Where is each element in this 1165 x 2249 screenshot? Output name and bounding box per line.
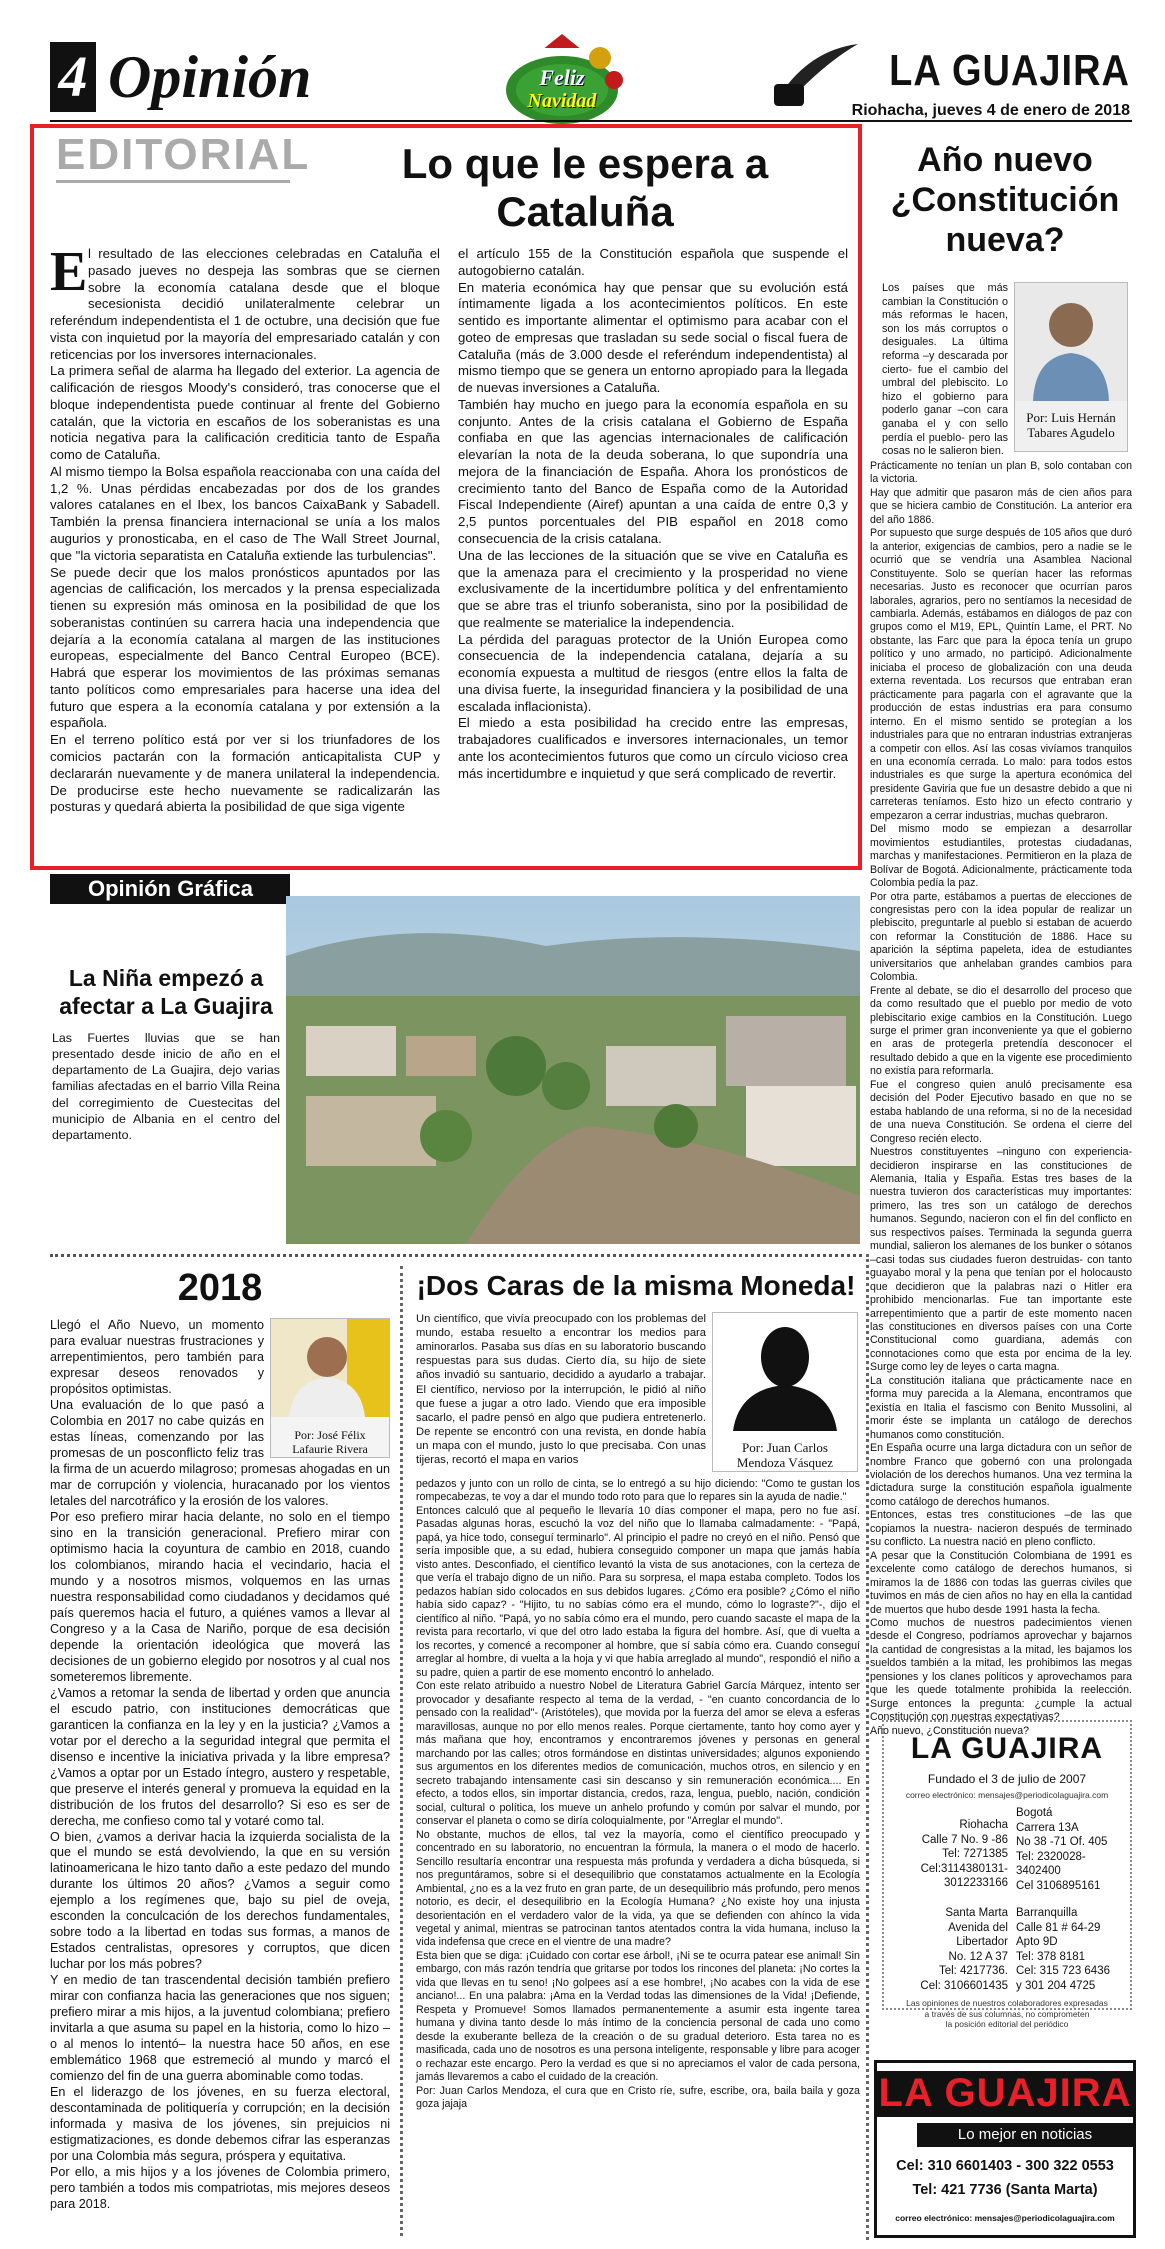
- contact-line: Cel:3114380131-: [920, 1862, 1008, 1875]
- author-photo-mendoza: [712, 1312, 858, 1472]
- caras-intro: Un científico, que vivía preocupado con los problemas del mundo, estaba resuelto a encontrar los medios para aminorarlos. Pasaba sus días en su laboratorio buscando respuestas para sus dudas. Cierto día, su hijo de siete años invadió su santuario, decidido a ayudarlo a trabajar. El científico, nervioso por la interrupción, le pidió al niño que fuese a jugar a otro lado. Viendo que era imposible sacarlo, el padre pensó en algo que pudiera entretenerlo. De repente se encontró con una revista, en donde había un mapa con el mundo, justo lo que precisaba. Con unas tijeras, recortó el mapa en varios: [416, 1313, 706, 1467]
- paper-name: LA GUAJIRA: [889, 46, 1130, 96]
- editorial-label: EDITORIAL: [56, 130, 311, 179]
- col2018-paragraph: O bien, ¿vamos a derivar hacia la izquierda socialista de la que el mundo se está devolviendo, la que en su versión latinoamericana le hizo tanto daño a este pedazo del mundo durante los últimos 20 años? ¿Vamos a seguir como ejemplo a los regímenes que, bajo su piel de oveja, esconden la conculcación de los derechos fundamentales, sobre todo a la libertad en todas sus formas, a manos de Estados centralistas, opresores y corruptos, que dicen luchar por los más pobres?: [50, 1829, 390, 1972]
- contact-paper-name: LA GUAJIRA: [910, 1732, 1104, 1765]
- editorial-column-1: [50, 241, 440, 858]
- contact-line: Apto 9D: [1016, 1936, 1058, 1948]
- editorial-paragraph: En materia económica hay que pensar que su evolución está íntimamente ligada a los acontecimientos políticos. En este sentido es importante alimentar el optimismo para acabar con el goteo de empresas que trasladan su sede social o fiscal fuera de Cataluña (más de 3.000 desde el referéndum independentista) al mismo tiempo que se genera un entorno apropiado para la llegada de nuevas inversiones a Cataluña.: [458, 279, 848, 396]
- christmas-text-2: Navidad: [527, 90, 597, 112]
- side-intro: Los países que más cambian la Constitución o más reformas le hacen, son los más corruptos o desiguales. La última reforma –y descarada por cierto- fue el cambio del umbral del plebiscito. Lo hizo el gobierno para poderlo ganar –con cara ganaba el y con sello perdía el pueblo- pero las cosas no le salieron bien.: [882, 282, 1008, 458]
- author-photo-tabares: [1014, 282, 1128, 452]
- col2018-paragraph: Por eso prefiero mirar hacia delante, no solo en el tiempo sino en la transición generacional. Prefiero mirar con optimismo hacia la coyuntura de cambio en 2018, cuando los colombianos, mirando hacia el vecindario, hacia el mundo y a nosotros mismos, volquemos en las urnas nuestra responsabilidad como ciudadanos y decidamos qué país queremos hacia el futuro, a quiénes vamos a llevar al Congreso y a la Casa de Nariño, porque de esa decisión depende la orientación ideológica que moverá las decisiones de un gobierno elegido por nosotros y al cual nos someteremos libremente.: [50, 1509, 390, 1684]
- ad-box[interactable]: [874, 2060, 1136, 2238]
- author-portrait-icon: [1015, 283, 1127, 401]
- contact-line: Libertador: [956, 1936, 1008, 1948]
- editorial-title-2: Cataluña: [496, 188, 674, 235]
- contact-line: Barranquilla: [1016, 1907, 1078, 1919]
- drop-cap: E: [50, 241, 88, 303]
- caras-body: [416, 1478, 860, 2240]
- author-name-1: Por: Luis Hernán: [1026, 410, 1116, 425]
- col2018-paragraph: Una evaluación de lo que pasó a Colombia en 2017 no cabe quizás en estas líneas, comenzando por las promesas de un posconflicto feliz tras la firma de un acuerdo milagroso; promesas ahogadas en un mar de corrupción y violencia, huracanado por los vientos letales del narcotráfico y la erosión de los valores.: [50, 1397, 390, 1508]
- ad-cel: Cel: 310 6601403 - 300 322 0553: [896, 2158, 1114, 2174]
- caras-paragraph: pedazos y junto con un rollo de cinta, se lo entregó a su hijo diciendo: "Como te gustan los rompecabezas, te voy a dar el mundo todo roto para que lo repares sin la ayuda de nadie.": [416, 1478, 860, 1504]
- editorial-paragraph: En el terreno político está por ver si los triunfadores de los comicios pactarán con la formación anticapitalista CUP y declararán nuevamente y de manera unilateral la independencia. De producirse este hecho nuevamente se radicalizarán las posturas y quedará abierta la posibilidad de que siga vigente: [50, 732, 440, 815]
- contact-santamarta: [888, 1906, 1008, 1993]
- contact-line: 3012233166: [944, 1877, 1008, 1889]
- side-paragraph: Prácticamente no tenían un plan B, solo contaban con la victoria.: [870, 460, 1132, 486]
- disclaimer-line: Las opiniones de nuestros colaboradores expresadas: [906, 1998, 1108, 2008]
- masthead-rule: [50, 120, 1132, 122]
- contact-line: Cel 3106895161: [1016, 1879, 1101, 1892]
- author-name-1: Por: Juan Carlos: [742, 1440, 828, 1455]
- contact-line: Calle 81 # 64-29: [1016, 1921, 1101, 1934]
- col2018-paragraph: Por ello, a mis hijos y a los jóvenes de Colombia primero, pero también a todos mis compatriotas, mis mejores deseos para 2018.: [50, 2165, 390, 2212]
- caras-title: ¡Dos Caras de la misma Moneda!: [416, 1270, 856, 1301]
- col2018-paragraph: Y en medio de tan trascendental decisión también prefiero mirar con confianza hacia las generaciones que nos siguen; prefiero mirar a mis hijos, a la juventud colombiana; prefiero invitarla a que asuma su papel en la historia, como lo hizo –o al menos lo intentó– la nuestra hace 50 años, en ese emblemático 1968 que estremeció al mundo y marcó el comienzo del fin de una guerra abominable como todas.: [50, 1973, 390, 2084]
- section-divider: [50, 1254, 862, 1257]
- contact-line: Tel: 4217736.: [938, 1965, 1008, 1977]
- author-name-2: Tabares Agudelo: [1027, 425, 1115, 440]
- contact-line: Cel: 315 723 6436: [1016, 1965, 1110, 1977]
- col2018-paragraph: ¿Vamos a retomar la senda de libertad y orden que anuncia el escudo patrio, con instituciones democráticas que garanticen la confianza en la ley y en la justicia? ¿Vamos a votar por el derecho a la seguridad integral que permita el disenso e incentive la iniciativa privada y la libre empresa? ¿Vamos a optar por un Estado íntegro, austero y respetable, que preserve el interés general y promueva la equidad en la distribución de los frutos del desarrollo? Si eso es ser de derecha, me confieso como tal y votaré como tal.: [50, 1685, 390, 1828]
- contact-line: No 38 -71 Of. 405: [1016, 1836, 1108, 1848]
- contact-line: Cel: 3106601435: [920, 1979, 1008, 1992]
- editorial-title-1: Lo que le espera a: [401, 140, 769, 187]
- ad-email[interactable]: correo electrónico: mensajes@periodicolaguajira.com: [895, 2213, 1115, 2223]
- side-paragraph: Año nuevo, ¿Constitución nueva?: [870, 1724, 1030, 1737]
- side-paragraph: Como muchos de nuestros padecimientos vienen desde el Congreso, podríamos aprovechar y bajarnos la cantidad de congresistas a la mitad, les bajamos los sueldos también a la mitad, les prohibimos las megas pensiones y los clanes políticos y aprovechamos para que les quede totalmente prohibida la reelección. Surge entonces la pregunta: ¿cumple la actual Constitución con nuestras expectativas?: [870, 1616, 1132, 1724]
- contact-line: Tel: 7271385: [942, 1848, 1008, 1860]
- side-paragraph: En España ocurre una larga dictadura con un señor de nombre Franco que gobernó con una prolongada violación de los derechos humanos. Una vez termina la dictadura surge la constitución española igualmente como catálogo de derechos humanos.: [870, 1442, 1132, 1508]
- contact-line: Calle 7 No. 9 -86: [921, 1833, 1008, 1846]
- silhouette-icon: [713, 1313, 857, 1431]
- side-title-3: nueva?: [945, 221, 1065, 259]
- editorial-paragraph: Se puede decir que los malos pronósticos apuntados por las agencias de calificación, los mercados y la prensa especializada tienen su expresión más ominosa en la posibilidad de que los soberanistas continúen su carrera hacia una independencia que dejaría a la economía catalana al margen de las instituciones europeas, especialmente del Banco Central Europeo (BCE). Habrá que esperar los movimientos de las próximas semanas tanto políticos como empresariales para hacerse una idea del futuro que espera a la economía catalana y por extensión a la española.: [50, 564, 440, 731]
- editorial-paragraph: La primera señal de alarma ha llegado del exterior. La agencia de calificación de riesgos Moody's consideró, tras conocerse que el bloque independentista puede continuar al frente del Gobierno catalán, que la victoria en escaños de los soberanistas es una noticia negativa para la calificación crediticia tanto de España como de Cataluña.: [50, 363, 440, 463]
- contact-founded: Fundado el 3 de julio de 2007: [927, 1772, 1087, 1786]
- caras-paragraph: No obstante, muchos de ellos, tal vez la mayoría, como el científico preocupado y concentrado en su laboratorio, no encuentran la fórmula, la manera o el modo de hacerlo. Sencillo resultaría encontrar una respuesta más profunda y verdadera a dicha búsqueda, si nos preguntáramos, sobre si el desequilibrio que constatamos actualmente en la Ecología Ambiental, ¿no es a la vez fruto en gran parte, de un desequilibrio más profundo, pero menos notorio, es decir, el desequilibrio en la Ecología Humana? ¿No existe hoy una injusta desorientación en el verdadero valor de la vida, ya que se defienden con ahínco la vida vegetal y animal, mientras se patrocinan tantos atentados contra la vida humana, incluso la vida indefensa que crece en el vientre de una madre?: [416, 1828, 860, 1949]
- column-divider: [400, 1266, 403, 2236]
- contact-line: Avenida del: [948, 1921, 1008, 1934]
- side-title-1: Año nuevo: [917, 141, 1093, 179]
- disclaimer-line: la posición editorial del periódico: [945, 2019, 1069, 2029]
- contact-line: y 301 204 4725: [1016, 1979, 1096, 1992]
- editorial-paragraph: Una de las lecciones de la situación que se vive en Cataluña es que la amenaza para el crecimiento y la prosperidad no viene exclusivamente de la incertidumbre política y del enfrentamiento que se abre tras el triunfo soberanista, sino por la posibilidad de que realmente se materialice la independencia.: [458, 547, 848, 630]
- christmas-text-1: Feliz: [539, 65, 585, 90]
- caras-paragraph: Entonces calculó que al pequeño le llevaría 10 días componer el mapa, pero no fue así. Pasadas algunas horas, escuchó la voz del niño que lo llamaba calmadamente: - "Papá, papá, ya hice todo, conseguí terminarlo". Al principio el padre no creyó en el niño. Pensó que sería imposible que, a su edad, hubiera conseguido componer un mapa que jamás había visto antes. Desconfiado, el científico levantó la vista de sus anotaciones, con la certeza de que vería el trabajo digno de un niño. Para su sorpresa, el mapa estaba completo. Todos los pedazos habían sido colocados en sus debidos lugares. ¿Cómo era posible? ¿Cómo el niño había sido capaz? - "Hijito, tu no sabías cómo era el mundo, cómo lo lograste?"-, dijo el científico al niño. "Papá, yo no sabía cómo era el mundo, pero cuando sacaste el mapa de la revista para recortarlo, vi que del otro lado estaba la figura del hombre. Así, que di vuelta a los recortes, y comencé a recomponer al hombre, que sí sabía cómo era. Cuando conseguí arreglar al hombre, di vuelta a la hoja y vi que había arreglado al mundo", respondió el niño a su padre, quien a partir de ese momento encontró lo anhelado.: [416, 1504, 860, 1679]
- christmas-badge: [498, 30, 626, 128]
- dateline: Riohacha, jueves 4 de enero de 2018: [851, 102, 1130, 119]
- contact-line: Riohacha: [959, 1819, 1008, 1831]
- ad-tagline: Lo mejor en noticias: [917, 2123, 1133, 2147]
- author-name-2: Lafaurie Rivera: [292, 1442, 368, 1456]
- grafica-title-2: afectar a La Guajira: [59, 993, 273, 1019]
- col2018-paragraph: Llegó el Año Nuevo, un momento para evaluar nuestras frustraciones y arrepentimientos, pero también para expresar deseos renovados y propósitos optimistas.: [50, 1318, 264, 1396]
- side-paragraph: Hay que admitir que pasaron más de cien años para que se hiciera cambio de Constitución. La anterior era del año 1886.: [870, 486, 1132, 526]
- side-paragraph: La constitución italiana que prácticamente nace en forma muy parecida a la Alemana, encontramos que existía en Italia el fascismo con Benito Mussolini, al morir éste se implanta un catálogo de derechos humanos como constitución.: [870, 1374, 1132, 1441]
- contact-line: 3402400: [1016, 1865, 1061, 1877]
- editorial-paragraph: El miedo a esta posibilidad ha crecido entre las empresas, trabajadores cualificados e inversores internacionales, un temor ante los acontecimientos futuros que como un círculo vicioso crea más incertidumbre e inquietud y que será complicado de revertir.: [458, 715, 848, 781]
- editorial-column-2: [458, 246, 848, 858]
- column-divider: [866, 1254, 869, 2240]
- grafica-caption: Las Fuertes lluvias que se han presentado desde inicio de año en el departamento de La Guajira, dejo varias familias afectadas en el barrio Villa Reina del corregimiento de Cuestecitas del municipio de Albania en el centro del departamento.: [52, 1031, 280, 1142]
- contact-line: Santa Marta: [945, 1907, 1008, 1919]
- side-paragraph: Del mismo modo se empiezan a desarrollar movimientos estudiantiles, protestas ciudadanas, marchas y manifestaciones. Permitieron en la plaza de Bolívar de Bogotá. Adicionalmente, prácticamente toda Colombia pedía la paz.: [870, 823, 1132, 890]
- grafica-label: Opinión Gráfica: [50, 874, 290, 904]
- grafica-photo: [286, 896, 860, 1244]
- ad-tel: Tel: 421 7736 (Santa Marta): [912, 2182, 1098, 2198]
- editorial-paragraph: La pérdida del paraguas protector de la Unión Europea como consecuencia de la independencia catalana, dejaría a su economía expuesta a multitud de riesgos (entre ellos la falta de una divisa fuerte, la inseguridad financiera y la posibilidad de una escalada inflacionista).: [458, 631, 848, 714]
- quill-inkwell-icon: [770, 40, 860, 110]
- side-body: [870, 460, 1132, 1737]
- editorial-paragraph: l resultado de las elecciones celebradas en Cataluña el pasado jueves no despeja las sombras que se ciernen sobre la economía catalana desde que el bloque secesionista decidió unilateralmente celebrar un referéndum independentista el 1 de octubre, una decisión que fue vista con inquietud por la mayoría del empresariado catalán y con reticencias por los inversores internacionales.: [50, 246, 440, 362]
- side-paragraph: Por supuesto que surge después de 105 años que duró la anterior, exigencias de cambios, pero a nadie se le ocurrió que se vendría una Asamblea Nacional Constituyente. Solo se querían hacer las reformas necesarias. Justo es reconocer que ocurrían paros laborales, agrarios, pero no sentíamos la necesidad de cambiarla. Además, estábamos en diálogos de paz con grupos como el M19, EPL, Quintín Lame, el PRT. No obstante, las Farc que para la época tenía un grupo político y uno armado, no participó. Adicionalmente iniciaba el proceso de globalización con una deuda externa reventada. Los recursos que entraban eran prácticamente para pagarla con el agravante que la producción de estas industrias era para consumo interno. En el mismo sentido se protegían a los industriales para que no entraran industrias extranjeras a competir con ellos. Así las cosas vivíamos tranquilos en una economía cerrada. Lo malo: para todos estos industriales es que surge la apertura económica del presidente Gaviria que fue un desastre debido a que ni carreteras teníamos. Esto hizo un efecto contrario y empezaron a cerrar industrias, muchas quebraron.: [870, 527, 1132, 822]
- disclaimer-line: a través de sus columnas, no comprometen: [924, 2008, 1090, 2019]
- side-paragraph: Nuestros constituyentes –ninguno con experiencia- decidieron inspirarse en las constituciones de Alemania, Italia y España. Estas tres bases de la nuestra tuvieron dos características muy importantes: primero, las tres son un catálogo de derechos humanos. Segundo, nacieron con el fin del conflicto en sus respectivos países. Terminada la segunda guerra mundial, salieron los alemanes de los bunker o sótanos –casi todas sus ciudades fueron destruidas- con tanto guayabo moral y la pena que tenían por el holocausto que decidieron que la palabras nazi o Hitler era prohibido mencionarlas. Fue tan importante este arrepentimiento que a partir de este momento nacen las constituciones en diversos países con una Corte Constitucional como guardiana, además con connotaciones como que esta por encima de la ley. Surge como ley de leyes o carta magna.: [870, 1146, 1132, 1374]
- side-paragraph: Por otra parte, estábamos a puertas de elecciones de congresistas pero con la idea popular de realizar un plebiscito, preguntarle al pueblo si estaban de acuerdo con reformar la Constitución de 1886. Hace su aparición la séptima papeleta, idea de estudiantes universitarios que anhelaban grandes cambios para Colombia.: [870, 890, 1132, 984]
- ad-paper-name: LA GUAJIRA: [878, 2071, 1132, 2115]
- col2018-body: [50, 1318, 390, 2238]
- contact-email[interactable]: correo electrónico: mensajes@periodicolaguajira.com: [905, 1790, 1109, 1800]
- contact-riohacha: [888, 1818, 1008, 1891]
- side-paragraph: A pesar que la Constitución Colombiana de 1991 es excelente como catálogo de derechos humanos, si miramos la de 1886 con todas las guerras civiles que tuvimos en más de cien años no hay en ella la cantidad de muertos que hubo desde 1991 hasta la fecha.: [870, 1549, 1132, 1616]
- contact-barranquilla: [1016, 1906, 1132, 1993]
- col2018-paragraph: En el liderazgo de los jóvenes, en su fuerza electoral, descontaminada de politiquería y corrupción; en la decisión informada y masiva de los jóvenes, sin prejuicios ni estigmatizaciones, es donde debemos cifrar las esperanzas por una Colombia más segura, próspera y equitativa.: [50, 2085, 390, 2164]
- col2018-title: 2018: [177, 1267, 263, 1309]
- contact-line: Tel: 378 8181: [1016, 1950, 1086, 1963]
- caras-paragraph: Con este relato atribuido a nuestro Nobel de Literatura Gabriel García Márquez, intento ser provocador y desafiante respecto al tema de la verdad, - "en cuanto concordancia de lo pensado con la realidad"- (Aristóteles), que movida por la fuerza del amor se eleva a esferas maravillosas, aunque no por ello menos reales. Porque ciertamente, tanto hoy como ayer y más mañana que hoy, encontramos y encontraremos jóvenes y personas en general marchando por las calles; otros formándose en distintas universidades; algunos exponiendo sus argumentos en los diferentes medios de comunicación, muchos otros, en silencio y en secreto trabajando intensamente casi sin descanso y sin remuneración económica.... En efecto, a todos ellos, sin importar distancia, credos, raza, lengua, pueblo, nación, condición social, cultural o política, los mueve un anhelo profundo y común por salvar el mundo, por conservar el planeta o como se diría coloquialmente, por "Arreglar el mundo".: [416, 1680, 860, 1828]
- editorial-underline: [56, 180, 290, 183]
- flooded-town-photo: [286, 896, 860, 1244]
- editorial-paragraph: Al mismo tiempo la Bolsa española reaccionaba con una caída del 1,2 %. Unas pérdidas encabezadas por dos de los grandes valores catalanes en el Ibex, los bancos CaixaBank y Sabadell. También la prensa financiera internacional se unía a los malos augurios y pronosticaba, en el caso de The Wall Street Journal, que "la victoria separatista en Cataluña extiende las turbulencias".: [50, 463, 440, 563]
- editorial-paragraph: el artículo 155 de la Constitución española que suspende el autogobierno catalán.: [458, 246, 848, 278]
- side-paragraph: Entonces, estas tres constituciones –de las que copiamos la nuestra- nacieron después de terminado su conflicto. La nuestra nació en pleno conflicto.: [870, 1509, 1132, 1549]
- grafica-title-1: La Niña empezó a: [68, 965, 264, 991]
- editorial-paragraph: También hay mucho en juego para la economía española en su conjunto. Antes de la crisis catalana el Gobierno de España confiaba en que las agencias internacionales de calificación elevarían la nota de la deuda soberana, lo que supondría una mejora de la financiación de España. Ahora los pronósticos de crecimiento tanto del Banco de España como de la Autoridad Fiscal Independiente (Airef) apuntan a una caída de entre 0,3 y 2,5 puntos porcentuales del PIB español en 2018 como consecuencia de la crisis catalana.: [458, 396, 848, 547]
- author-name-1: Por: José Félix: [294, 1428, 366, 1442]
- contact-line: Tel: 2320028-: [1016, 1850, 1086, 1863]
- caras-paragraph: Esta bien que se diga: ¡Cuidado con cortar ese árbol!, ¡Ni se te ocurra patear ese animal! Sin embargo, con más razón tendría que gritarse por todos los rincones del planeta: ¡No cortes la vida que llevas en tu seno! ¡No golpees así a ese hombre!, ¡No acabes con la vida de ese anciano!... En una palabra: ¡Ama en la Verdad todas las dimensiones de la Vida! ¡Defiende, Respeta y Promueve! Somos llamados permanentemente a asumir esta ingente tarea humana y divina tanto desde lo más íntimo de la conciencia personal de cada uno como desde la exuberante belleza de la creación o de su gradual deterioro. Esta tarea no es masificada, cada uno de nosotros es una persona inteligente, responsable y libre para acoger o rechazar este encargo. Pero la verdad es que si no apreciamos el valor de cada persona, jamás llevaremos a cabo el cuidado de la creación.: [416, 1949, 860, 2084]
- section-title: Opinión: [108, 44, 312, 110]
- contact-line: Carrera 13A: [1016, 1821, 1079, 1834]
- page-number-box: 4: [50, 42, 96, 112]
- contact-disclaimer: [882, 1998, 1132, 2030]
- contact-bogota: [1016, 1806, 1132, 1893]
- author-name-2: Mendoza Vásquez: [736, 1455, 834, 1470]
- side-paragraph: Fue el congreso quien anuló precisamente esa decisión del Poder Ejecutivo basado en que no se estaba hablando de una reforma, si no de la necesidad de una nueva Constitución. Se ordena el cierre del Congreso recién electo.: [870, 1078, 1132, 1145]
- contact-line: No. 12 A 37: [948, 1950, 1008, 1963]
- caras-paragraph: Por: Juan Carlos Mendoza, el cura que en Cristo ríe, sufre, escribe, ora, baila baila y goza goza jajaja: [416, 2084, 860, 2111]
- side-paragraph: Frente al debate, se dio el desarrollo del proceso que da como resultado que el pueblo por medio de voto plebiscitario exige cambios en la Constitución. Luego surge el primer gran inconveniente ya que el gobierno en aras de protegerla pretendía desconocer el resultado debido a que en la vigente ese procedimiento no existía para reformarla.: [870, 984, 1132, 1078]
- contact-line: Bogotá: [1016, 1807, 1053, 1819]
- side-title-2: ¿Constitución: [890, 181, 1120, 219]
